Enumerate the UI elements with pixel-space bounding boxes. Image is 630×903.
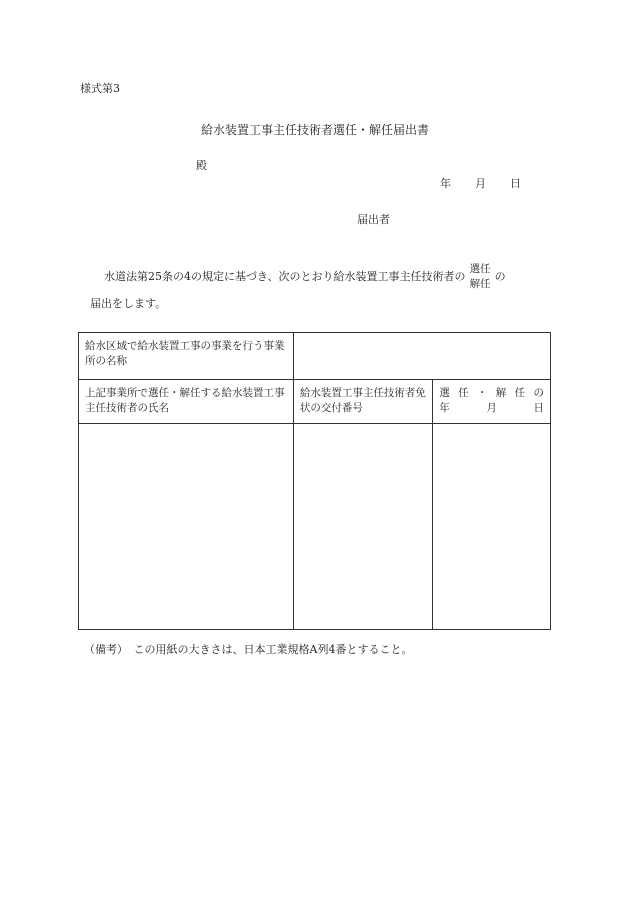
date-day-label: 日 — [510, 177, 521, 190]
table-header-row — [79, 380, 551, 424]
engineer-name-header: 上記事業所で選任・解任する給水装置工事主任技術者の氏名 — [79, 380, 294, 424]
table-row — [79, 333, 551, 380]
license-number-header: 給水装置工事主任技術者免状の交付番号 — [293, 380, 432, 424]
footnote: （備考） この用紙の大きさは、日本工業規格A列4番とすること。 — [84, 643, 413, 656]
license-number-field[interactable] — [293, 424, 432, 630]
engineer-name-field[interactable] — [79, 424, 294, 630]
date-header-bottom: 年 月 日 — [439, 402, 544, 414]
table-row — [79, 424, 551, 630]
statement-text-before: 水道法第25条の4の規定に基づき、次のとおり給水装置工事主任技術者の — [104, 270, 466, 283]
notification-table — [78, 332, 551, 630]
form-number: 様式第3 — [80, 82, 120, 95]
option-appoint: 選任 — [469, 263, 491, 275]
date-header-top: 選 任 ・ 解 任 の — [439, 387, 544, 399]
addressee-suffix: 殿 — [196, 159, 207, 172]
statement-particle: の — [494, 270, 506, 283]
office-name-label: 給水区域で給水装置工事の事業を行う事業所の名称 — [79, 333, 294, 380]
appointment-date-header — [433, 380, 551, 424]
notifier-label: 届出者 — [357, 213, 390, 226]
office-name-field[interactable] — [293, 333, 550, 380]
appointment-date-field[interactable] — [433, 424, 551, 630]
date-year-label: 年 — [440, 177, 451, 190]
appoint-dismiss-options — [470, 262, 491, 292]
date-month-label: 月 — [475, 177, 486, 190]
document-title: 給水装置工事主任技術者選任・解任届出書 — [200, 123, 429, 137]
statement-text-after: 届出をします。 — [90, 297, 167, 310]
date-line — [440, 175, 521, 191]
option-dismiss: 解任 — [469, 278, 491, 290]
